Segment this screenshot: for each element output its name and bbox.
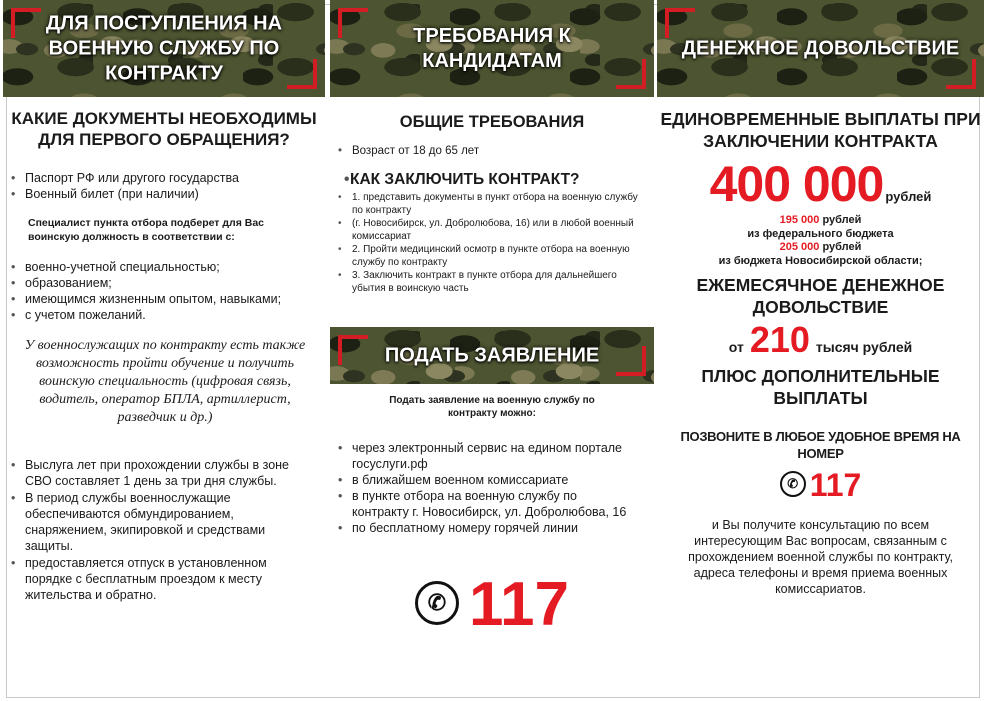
additional-payments-title: ПЛЮС ДОПОЛНИТЕЛЬНЫЕ ВЫПЛАТЫ bbox=[701, 366, 940, 408]
list-item: • в ближайшем военном комиссариате bbox=[330, 472, 654, 488]
common-requirements-title: ОБЩИЕ ТРЕБОВАНИЯ bbox=[399, 113, 585, 131]
hotline-digits: 117 bbox=[809, 467, 862, 503]
regional-unit: рублей bbox=[822, 241, 862, 253]
list-item: • в пункте отбора на военную службу по контракту г. Новосибирск, ул. Добролюбова, 16 bbox=[330, 488, 654, 520]
panel-documents bbox=[3, 0, 325, 701]
list-item: • Военный билет (при наличии) bbox=[3, 186, 325, 202]
steps-list bbox=[330, 191, 654, 295]
list-item: • 1. представить документы в пункт отбора на военную службу по контракту bbox=[330, 191, 654, 217]
phone-icon: ✆ bbox=[780, 471, 806, 497]
list-item: • военно-учетной специальностью; bbox=[3, 259, 325, 275]
list-item: • 3. Заключить контракт в пункте отбора для дальнейшего убытия в воинскую часть bbox=[330, 269, 654, 295]
banner-requirements bbox=[330, 0, 654, 97]
criteria-list bbox=[3, 259, 325, 323]
training-note: У военнослужащих по контракту есть также возможность пройти обучение и получить воинскую специальность (цифровая связь, водитель, оператор БПЛА, артиллерист, разведчик и др.) bbox=[24, 338, 306, 425]
how-title-list bbox=[330, 171, 654, 189]
banner-title: ДЛЯ ПОСТУПЛЕНИЯ НА ВОЕННУЮ СЛУЖБУ ПО КОНТРАКТУ bbox=[45, 12, 283, 84]
monthly-amount bbox=[657, 320, 984, 360]
age-list bbox=[330, 144, 654, 159]
service-facts-list bbox=[3, 457, 325, 603]
list-item: • 2. Пройти медицинский осмотр в пункте отбора на военную службу по контракту bbox=[330, 243, 654, 269]
list-item: • имеющимся жизненным опытом, навыками; bbox=[3, 291, 325, 307]
panel-payments bbox=[657, 0, 984, 701]
federal-amount: 195 000 bbox=[779, 214, 820, 226]
monthly-allowance-title: ЕЖЕМЕСЯЧНОЕ ДЕНЕЖНОЕ ДОВОЛЬСТВИЕ bbox=[696, 275, 945, 317]
list-item: • через электронный сервис на едином портале госуслуги.рф bbox=[330, 440, 654, 472]
list-item: • по бесплатному номеру горячей линии bbox=[330, 520, 654, 536]
federal-source: из федерального бюджета bbox=[747, 227, 894, 240]
call-title: ПОЗВОНИТЕ В ЛЮБОЕ УДОБНОЕ ВРЕМЯ НА НОМЕР bbox=[680, 429, 961, 461]
documents-question: КАКИЕ ДОКУМЕНТЫ НЕОБХОДИМЫ ДЛЯ ПЕРВОГО ОБРАЩЕНИЯ? bbox=[11, 109, 317, 149]
how-to-contract-title: • КАК ЗАКЛЮЧИТЬ КОНТРАКТ? bbox=[336, 171, 654, 189]
hotline-number bbox=[330, 570, 654, 639]
payment-split bbox=[657, 214, 984, 268]
banner-contract-service bbox=[3, 0, 325, 97]
list-item: • предоставляется отпуск в установленном порядке с бесплатным проездом к месту жительства и обратно. bbox=[3, 555, 325, 603]
regional-amount: 205 000 bbox=[779, 241, 820, 253]
one-time-payments-title: ЕДИНОВРЕМЕННЫЕ ВЫПЛАТЫ ПРИ ЗАКЛЮЧЕНИИ КОНТРАКТА bbox=[660, 109, 981, 151]
consultation-text: и Вы получите консультацию по всем интересующим Вас вопросам, связанным с прохождением военной службы по контракту, адреса телефоны и время приема военных комиссариатов. bbox=[688, 518, 953, 596]
monthly-amount-unit: тысяч рублей bbox=[815, 339, 913, 355]
monthly-amount-value: 210 bbox=[749, 319, 810, 360]
hotline-digits: 117 bbox=[468, 570, 570, 639]
list-item: • Паспорт РФ или другого государства bbox=[3, 170, 325, 186]
panel-requirements bbox=[330, 0, 654, 701]
list-item: • Возраст от 18 до 65 лет bbox=[330, 144, 654, 159]
banner-title: ТРЕБОВАНИЯ К КАНДИДАТАМ bbox=[413, 24, 571, 72]
hotline-number bbox=[657, 467, 984, 503]
documents-list bbox=[3, 170, 325, 202]
banner-payments bbox=[657, 0, 984, 97]
banner-title: ПОДАТЬ ЗАЯВЛЕНИЕ bbox=[384, 344, 600, 366]
list-item: • В период службы военнослужащие обеспечиваются обмундированием, снаряжением, экипировкой и средствами защиты. bbox=[3, 490, 325, 554]
apply-ways-list bbox=[330, 440, 654, 536]
total-amount-value: 400 000 bbox=[709, 156, 884, 212]
specialist-note: Специалист пункта отбора подберет для Вас воинскую должность в соответствии с: bbox=[28, 217, 265, 243]
total-amount-unit: рублей bbox=[885, 189, 932, 204]
federal-unit: рублей bbox=[822, 214, 862, 226]
monthly-from: от bbox=[728, 339, 744, 355]
list-item: • (г. Новосибирск, ул. Добролюбова, 16) или в любой военный комиссариат bbox=[330, 217, 654, 243]
list-item: • Выслуга лет при прохождении службы в зоне СВО составляет 1 день за три дня службы. bbox=[3, 457, 325, 489]
total-amount bbox=[657, 156, 984, 212]
apply-intro: Подать заявление на военную службу по контракту можно: bbox=[389, 395, 595, 419]
regional-source: из бюджета Новосибирской области; bbox=[718, 254, 923, 267]
banner-apply bbox=[330, 327, 654, 384]
list-item: • образованием; bbox=[3, 275, 325, 291]
phone-icon: ✆ bbox=[415, 581, 459, 625]
banner-title: ДЕНЕЖНОЕ ДОВОЛЬСТВИЕ bbox=[681, 37, 960, 59]
list-item: • с учетом пожеланий. bbox=[3, 307, 325, 323]
